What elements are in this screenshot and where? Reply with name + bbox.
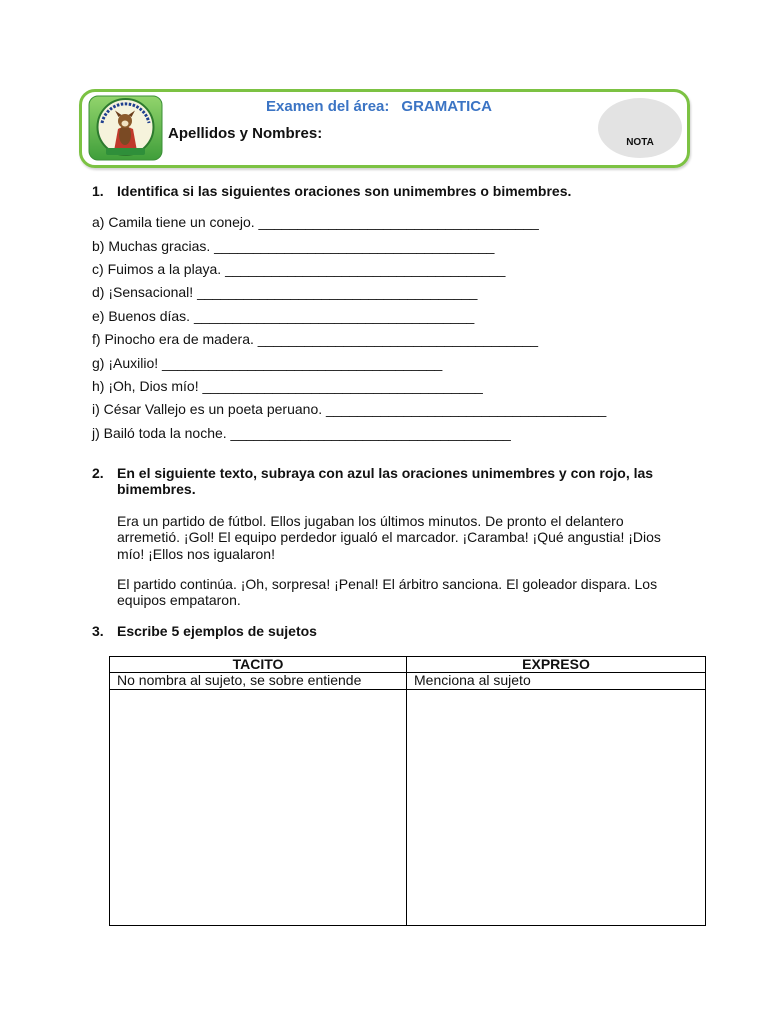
item-letter: i) <box>92 401 100 418</box>
table-cell: No nombra al sujeto, se sobre entiende <box>110 673 407 690</box>
item-letter: f) <box>92 331 101 348</box>
sentence-item <box>92 352 606 375</box>
answer-blank: ____________________________________ <box>258 214 539 231</box>
answer-blank: ____________________________________ <box>326 401 607 418</box>
item-sentence: Bailó toda la noche. <box>103 424 227 441</box>
answer-blank: ____________________________________ <box>197 284 478 301</box>
grade-label: NOTA <box>626 137 654 148</box>
item-sentence: Camila tiene un conejo. <box>108 214 255 231</box>
answer-blank: ____________________________________ <box>162 354 443 371</box>
answer-area-expreso <box>407 690 705 925</box>
item-letter: d) <box>92 284 105 301</box>
exam-header <box>0 0 768 180</box>
sentence-item <box>92 398 606 421</box>
sentence-item <box>92 375 606 398</box>
question-1-heading <box>92 183 677 199</box>
answer-blank: ____________________________________ <box>193 307 475 324</box>
answer-blank: ____________________________________ <box>230 424 511 441</box>
answer-blank: ____________________________________ <box>225 261 506 278</box>
answer-blank: ____________________________________ <box>214 237 495 254</box>
item-letter: h) <box>92 378 105 395</box>
item-sentence: ¡Auxilio! <box>108 354 159 371</box>
exam-title <box>266 98 492 116</box>
sentence-item <box>92 281 606 304</box>
sentence-item <box>92 422 606 445</box>
item-letter: g) <box>92 354 105 371</box>
subject-examples-table <box>109 656 706 926</box>
item-letter: e) <box>92 307 105 324</box>
sentence-item <box>92 305 606 328</box>
item-letter: c) <box>92 261 104 278</box>
sentence-item <box>92 258 606 281</box>
column-header-expreso: EXPRESO <box>407 657 705 673</box>
item-letter: j) <box>92 424 100 441</box>
column-header-tacito: TACITO <box>110 657 407 673</box>
exam-subject: GRAMATICA <box>401 97 492 115</box>
item-sentence: Pinocho era de madera. <box>104 331 254 348</box>
question-3-heading <box>92 623 677 639</box>
reading-paragraph-2: El partido continúa. ¡Oh, sorpresa! ¡Penal! El árbitro sanciona. El goleador dispara. Los equipos empataron. <box>117 575 658 609</box>
student-name-label: Apellidos y Nombres: <box>168 124 323 142</box>
question-number: 3. <box>92 623 104 639</box>
item-sentence: ¡Sensacional! <box>108 284 194 301</box>
item-letter: a) <box>92 214 105 231</box>
answer-blank: ____________________________________ <box>257 331 539 348</box>
question-prompt: En el siguiente texto, subraya con azul las oraciones unimembres y con rojo, las bimembres. <box>117 464 654 497</box>
school-crest-icon <box>88 95 163 161</box>
question-number: 1. <box>92 183 104 199</box>
item-sentence: César Vallejo es un poeta peruano. <box>103 401 323 418</box>
question-prompt: Identifica si las siguientes oraciones son unimembres o bimembres. <box>117 183 572 199</box>
item-sentence: Fuimos a la playa. <box>107 261 222 278</box>
question-number: 2. <box>92 464 104 481</box>
item-sentence: Buenos días. <box>108 307 191 324</box>
item-letter: b) <box>92 237 105 254</box>
sentence-item <box>92 328 606 351</box>
answer-area-tacito <box>110 690 407 925</box>
question-prompt: Escribe 5 ejemplos de sujetos <box>117 623 317 639</box>
sentence-list <box>92 211 606 445</box>
exam-label: Examen del área: <box>266 97 390 115</box>
sentence-item <box>92 211 606 234</box>
sentence-item <box>92 235 606 258</box>
table-cell: Menciona al sujeto <box>407 673 705 690</box>
answer-blank: ____________________________________ <box>202 378 483 395</box>
item-sentence: Muchas gracias. <box>108 237 211 254</box>
item-sentence: ¡Oh, Dios mío! <box>108 378 199 395</box>
reading-paragraph-1: Era un partido de fútbol. Ellos jugaban los últimos minutos. De pronto el delantero arremetió. ¡Gol! El equipo perdedor igualó el marcador. ¡Caramba! ¡Qué angustia! ¡Dios mío! ¡Ellos nos igualaron! <box>117 512 661 562</box>
grade-box <box>598 98 682 158</box>
question-2-heading <box>92 465 677 498</box>
